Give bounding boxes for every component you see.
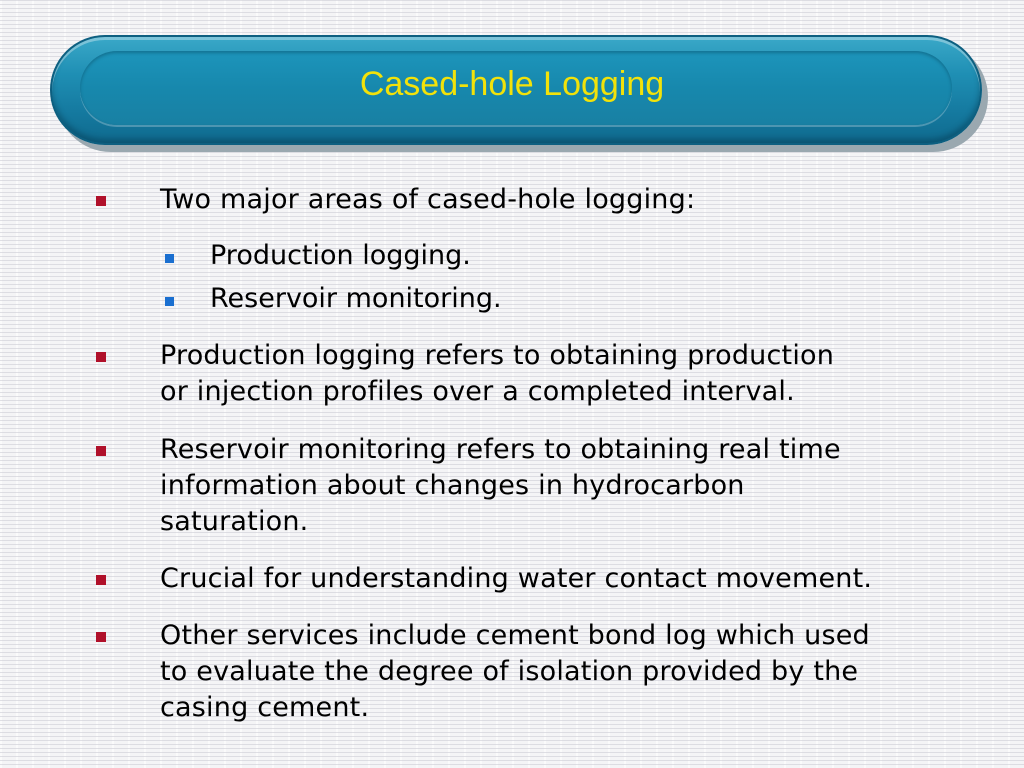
bullet-marker [96, 196, 106, 206]
bullet-text: Two major areas of cased-hole logging: [160, 184, 696, 215]
bullet-text: Other services include cement bond log which used to evaluate the degree of isolation provided by the casing cement. [160, 620, 870, 723]
slide-title: Cased-hole Logging [359, 65, 665, 103]
sub-bullet-text: Production logging. [210, 240, 471, 271]
sub-bullet-marker [165, 254, 174, 263]
bullet-marker [96, 446, 106, 456]
sub-bullet-marker [165, 297, 174, 306]
bullet-marker [96, 632, 106, 642]
bullet-text: Production logging refers to obtaining production or injection profiles over a completed interval. [160, 340, 835, 407]
bullet-marker [96, 352, 106, 362]
bullet-marker [96, 575, 106, 585]
bullet-text: Reservoir monitoring refers to obtaining real time information about changes in hydrocarbon saturation. [160, 434, 841, 537]
sub-bullet-text: Reservoir monitoring. [210, 283, 502, 314]
bullet-text: Crucial for understanding water contact movement. [160, 563, 873, 594]
